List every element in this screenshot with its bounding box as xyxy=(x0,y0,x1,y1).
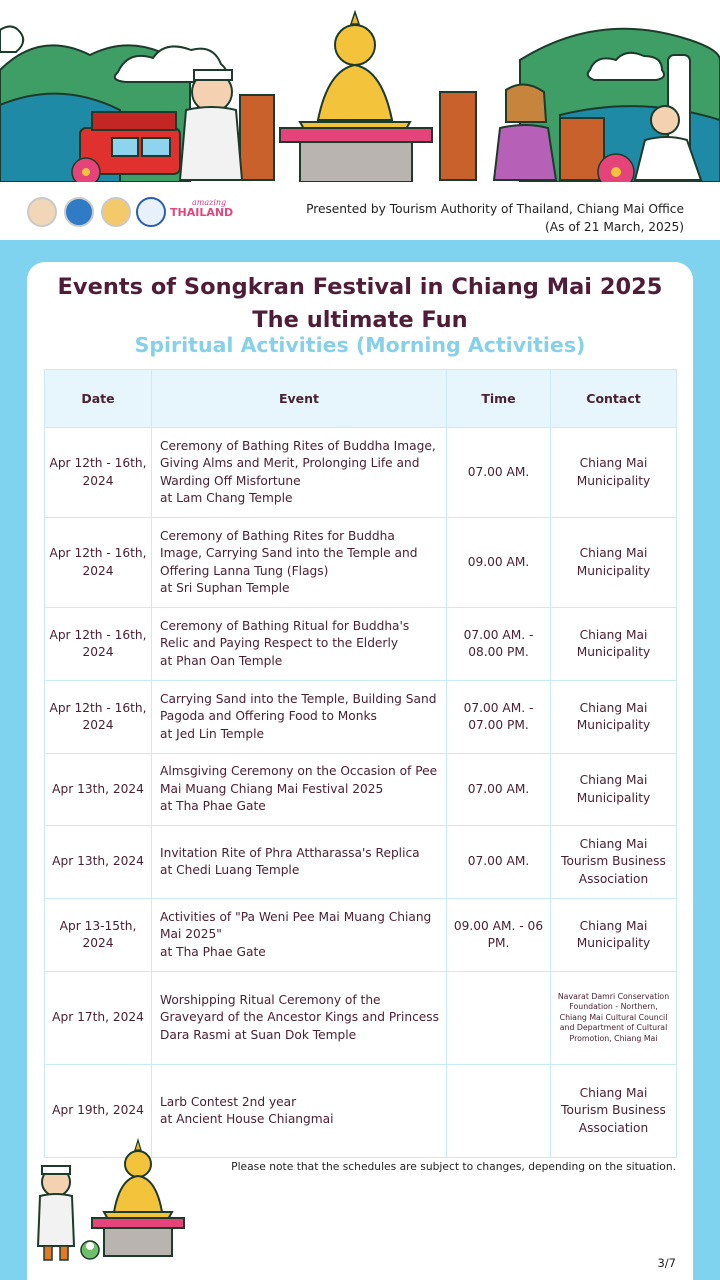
row-time: 09.00 AM. - 06 PM. xyxy=(447,899,551,972)
event-venue: at Ancient House Chiangmai xyxy=(160,1112,334,1126)
row-time: 09.00 AM. xyxy=(447,518,551,608)
row-time: 07.00 AM. xyxy=(447,428,551,518)
row-time: 07.00 AM. xyxy=(447,826,551,899)
row-contact: Chiang Mai Municipality xyxy=(551,899,677,972)
row-event xyxy=(152,518,447,608)
row-date: Apr 12th - 16th, 2024 xyxy=(45,681,152,754)
header-event: Event xyxy=(152,370,447,428)
section-subtitle: Spiritual Activities (Morning Activities) xyxy=(134,333,586,357)
row-time xyxy=(447,972,551,1065)
event-name: Ceremony of Bathing Ritual for Buddha's Relic and Paying Respect to the Elderly xyxy=(160,618,410,651)
page-title: Events of Songkran Festival in Chiang Mai 2025 xyxy=(57,274,663,300)
header-contact: Contact xyxy=(551,370,677,428)
header-time: Time xyxy=(447,370,551,428)
page-number: 3/7 xyxy=(657,1256,676,1270)
event-name: Activities of "Pa Weni Pee Mai Muang Chiang Mai 2025" xyxy=(160,909,432,942)
row-contact: Chiang Mai Municipality xyxy=(551,428,677,518)
table-row xyxy=(45,608,677,681)
row-date: Apr 13th, 2024 xyxy=(45,754,152,826)
row-event xyxy=(152,826,447,899)
page-title-secondary: The ultimate Fun xyxy=(252,307,468,333)
event-venue: at Sri Suphan Temple xyxy=(160,581,290,595)
row-date: Apr 19th, 2024 xyxy=(45,1065,152,1158)
table-row xyxy=(45,681,677,754)
row-event xyxy=(152,608,447,681)
row-date: Apr 17th, 2024 xyxy=(45,972,152,1065)
row-event xyxy=(152,681,447,754)
table-row xyxy=(45,972,677,1065)
table-row xyxy=(45,518,677,608)
row-date: Apr 12th - 16th, 2024 xyxy=(45,518,152,608)
schedule-disclaimer: Please note that the schedules are subject to changes, depending on the situation. xyxy=(231,1160,676,1173)
table-row xyxy=(45,428,677,518)
event-venue: at Tha Phae Gate xyxy=(160,799,266,814)
table-row xyxy=(45,899,677,972)
row-event xyxy=(152,428,447,518)
amazing-thailand-logo: amazing THAILAND xyxy=(170,198,234,219)
row-time xyxy=(447,1065,551,1158)
header-illustration xyxy=(0,0,720,182)
row-event xyxy=(152,754,447,826)
table-row xyxy=(45,826,677,899)
events-table xyxy=(44,369,677,1158)
event-venue: at Lam Chang Temple xyxy=(160,491,293,505)
event-name: Ceremony of Bathing Rites of Buddha Image, Giving Alms and Merit, Prolonging Life and Warding Off Misfortune xyxy=(160,438,436,488)
event-name: Carrying Sand into the Temple, Building Sand Pagoda and Offering Food to Monks xyxy=(160,691,437,724)
event-venue: at Jed Lin Temple xyxy=(160,726,264,741)
row-time: 07.00 AM. xyxy=(447,754,551,826)
event-venue: at Chedi Luang Temple xyxy=(160,863,300,877)
row-event xyxy=(152,899,447,972)
row-date: Apr 13th, 2024 xyxy=(45,826,152,899)
tourism-association-logo xyxy=(136,197,166,227)
seal-logo xyxy=(27,197,57,227)
row-contact: Chiang Mai Tourism Business Association xyxy=(551,826,677,899)
table-header-row xyxy=(45,370,677,428)
row-event xyxy=(152,972,447,1065)
row-time: 07.00 AM. - 08.00 PM. xyxy=(447,608,551,681)
municipality-logo xyxy=(64,197,94,227)
event-name: Almsgiving Ceremony on the Occasion of Pee Mai Muang Chiang Mai Festival 2025 xyxy=(160,764,438,796)
event-venue: at Tha Phae Gate xyxy=(160,944,266,959)
presented-by-text xyxy=(306,200,684,236)
songkran-illustration xyxy=(0,0,720,182)
buddha-mascot-illustration xyxy=(34,1132,194,1262)
event-name: Worshipping Ritual Ceremony of the Graveyard of the Ancestor Kings and Princess Dara Rasmi at Suan Dok Temple xyxy=(160,992,439,1042)
row-date: Apr 13-15th, 2024 xyxy=(45,899,152,972)
provincial-logo xyxy=(101,197,131,227)
row-event xyxy=(152,1065,447,1158)
row-contact: Chiang Mai Municipality xyxy=(551,754,677,826)
event-name: Invitation Rite of Phra Attharassa's Replica xyxy=(160,845,420,860)
event-name: Ceremony of Bathing Rites for Buddha Image, Carrying Sand into the Temple and Offering Lanna Tung (Flags) xyxy=(160,528,418,578)
presented-by: Presented by Tourism Authority of Thailand, Chiang Mai Office xyxy=(306,202,684,216)
event-venue: at Phan Oan Temple xyxy=(160,653,283,668)
row-contact: Chiang Mai Municipality xyxy=(551,518,677,608)
table-row xyxy=(45,754,677,826)
row-contact: Navarat Damri Conservation Foundation - Northern, Chiang Mai Cultural Council and Department of Cultural Promotion, Chiang Mai xyxy=(551,972,677,1065)
row-contact: Chiang Mai Municipality xyxy=(551,608,677,681)
row-date: Apr 12th - 16th, 2024 xyxy=(45,428,152,518)
header-date: Date xyxy=(45,370,152,428)
row-time: 07.00 AM. - 07.00 PM. xyxy=(447,681,551,754)
event-name: Larb Contest 2nd year xyxy=(160,1094,297,1109)
row-date: Apr 12th - 16th, 2024 xyxy=(45,608,152,681)
row-contact: Chiang Mai Municipality xyxy=(551,681,677,754)
as-of-date: (As of 21 March, 2025) xyxy=(545,220,684,234)
row-contact: Chiang Mai Tourism Business Association xyxy=(551,1065,677,1158)
